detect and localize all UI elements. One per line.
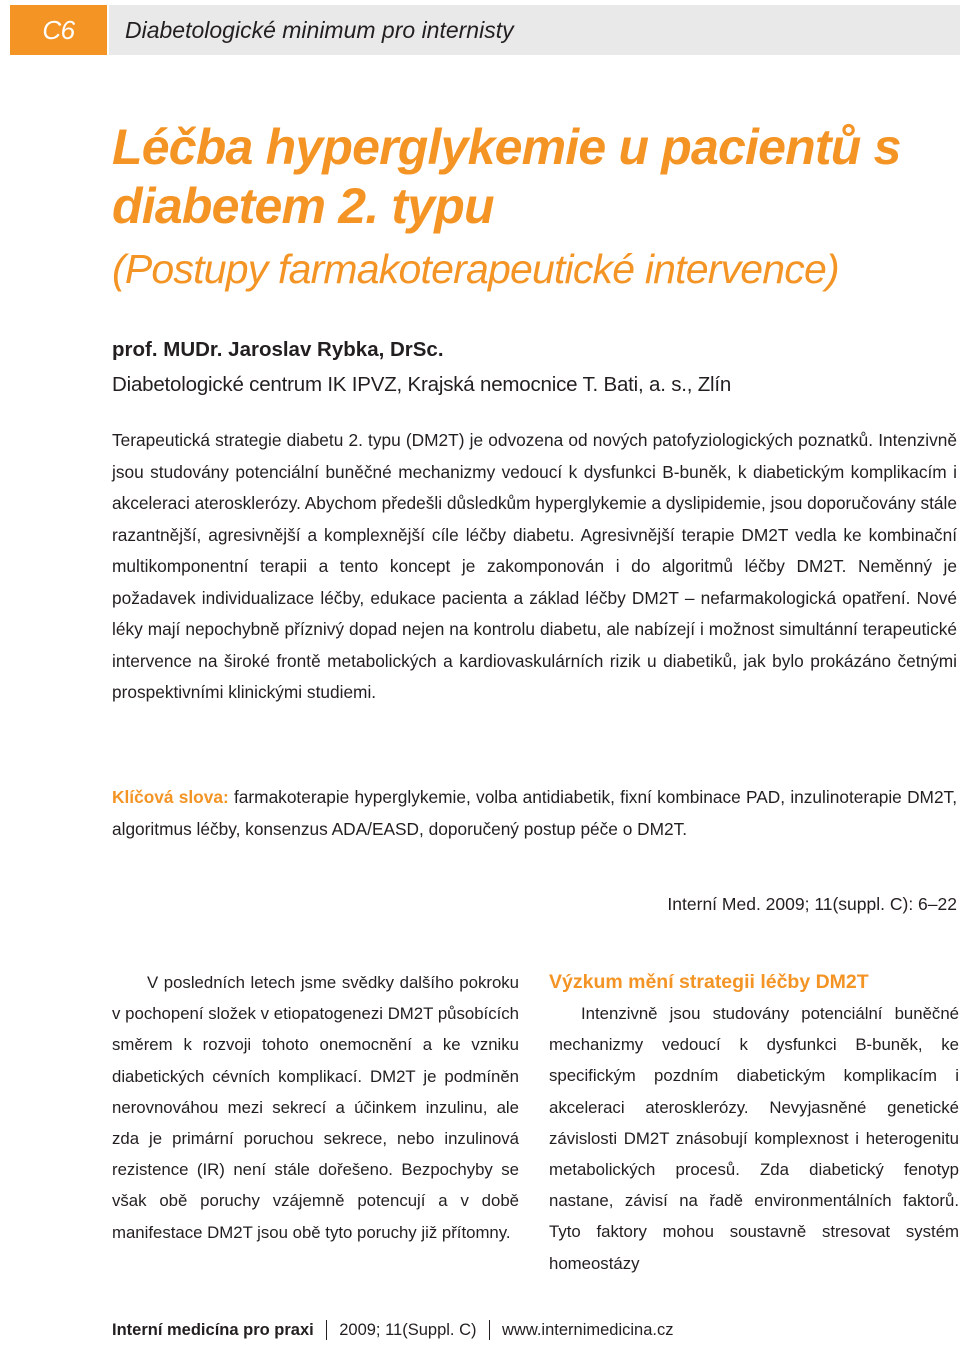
- author-affiliation: Diabetologické centrum IK IPVZ, Krajská nemocnice T. Bati, a. s., Zlín: [112, 373, 732, 396]
- article-title: Léčba hyperglykemie u pacientů s diabetem 2. typu: [112, 119, 901, 234]
- abstract: [112, 425, 957, 709]
- footer-divider: [489, 1320, 491, 1340]
- author-name: prof. MUDr. Jaroslav Rybka, DrSc.: [112, 338, 444, 361]
- footer-url[interactable]: www.internimedicina.cz: [502, 1320, 674, 1339]
- section-heading: Výzkum mění strategii léčby DM2T: [549, 971, 869, 993]
- abstract-text: Terapeutická strategie diabetu 2. typu (DM2T) je odvozena od nových patofyziologických poznatků. Intenzivně jsou studovány potenciální buněčné mechanizmy vedoucí k dysfunkci B-buněk, k diabetickým komplikacím i akceleraci aterosklerózy. Abychom předešli důsledkům hyperglykemie a dyslipidemie, jsou doporučovány stále razantnější, agresivnější a komplexnější cíle léčby diabetu. Agresivnější terapie DM2T vedla ke kombinační multikomponentní terapii a tento koncept je zakomponován i do algoritmů léčby DM2T. Neměnný je požadavek individualizace léčby, edukace pacienta a základ léčby DM2T – nefarmakologická opatření. Nové léky mají nepochybně příznivý dopad nejen na kontrolu diabetu, ale nabízejí i možnost simultánní terapeutické intervence na široké frontě metabolických a kardiovaskulárních rizik u diabetiků, jak bylo prokázáno četnými prospektivními klinickými studiemi.: [112, 430, 957, 702]
- keywords: [112, 782, 957, 845]
- page-footer: [112, 1320, 673, 1340]
- body-left-column: V posledních letech jsme svědky dalšího pokroku v pochopení složek v etiopatogenezi DM2T působících směrem k rozvoji tohoto onemocnění a ke vzniku diabetických cévních komplikací. DM2T je podmíněn nerovnováhou mezi sekrecí a účinkem inzulinu, ale zda je primární poruchou sekrece, nebo inzulinová rezistence (IR) není stále dořešeno. Bezpochyby se však obě poruchy vzájemně potencují a v době manifestace DM2T jsou obě tyto poruchy již přítomny.: [112, 973, 519, 1242]
- keywords-text: farmakoterapie hyperglykemie, volba antidiabetik, fixní kombinace PAD, inzulinoterapie DM2T, algoritmus léčby, konsenzus ADA/EASD, doporučený postup péče o DM2T.: [112, 787, 957, 839]
- keywords-label: Klíčová slova:: [112, 787, 229, 807]
- body-right-column: Intenzivně jsou studovány potenciální buněčné mechanizmy vedoucí k dysfunkci B-buněk, ke specifickým pozdním diabetickým komplikacím i akceleraci aterosklerózy. Nevyjasněné genetické závislosti DM2T znásobují komplexnost i heterogenitu metabolických procesů. Zda diabetický fenotyp nastane, závisí na řadě environmentálních faktorů. Tyto faktory mohou soustavně stresovat systém homeostázy: [549, 1004, 959, 1273]
- footer-journal: Interní medicína pro praxi: [112, 1320, 314, 1339]
- footer-issue: 2009; 11(Suppl. C): [339, 1320, 477, 1339]
- footer-divider: [326, 1320, 328, 1340]
- series-header: Diabetologické minimum pro internisty: [109, 5, 960, 55]
- citation: Interní Med. 2009; 11(suppl. C): 6–22: [667, 894, 957, 914]
- article-subtitle: (Postupy farmakoterapeutické intervence): [112, 246, 839, 292]
- section-tab: C6: [10, 5, 107, 55]
